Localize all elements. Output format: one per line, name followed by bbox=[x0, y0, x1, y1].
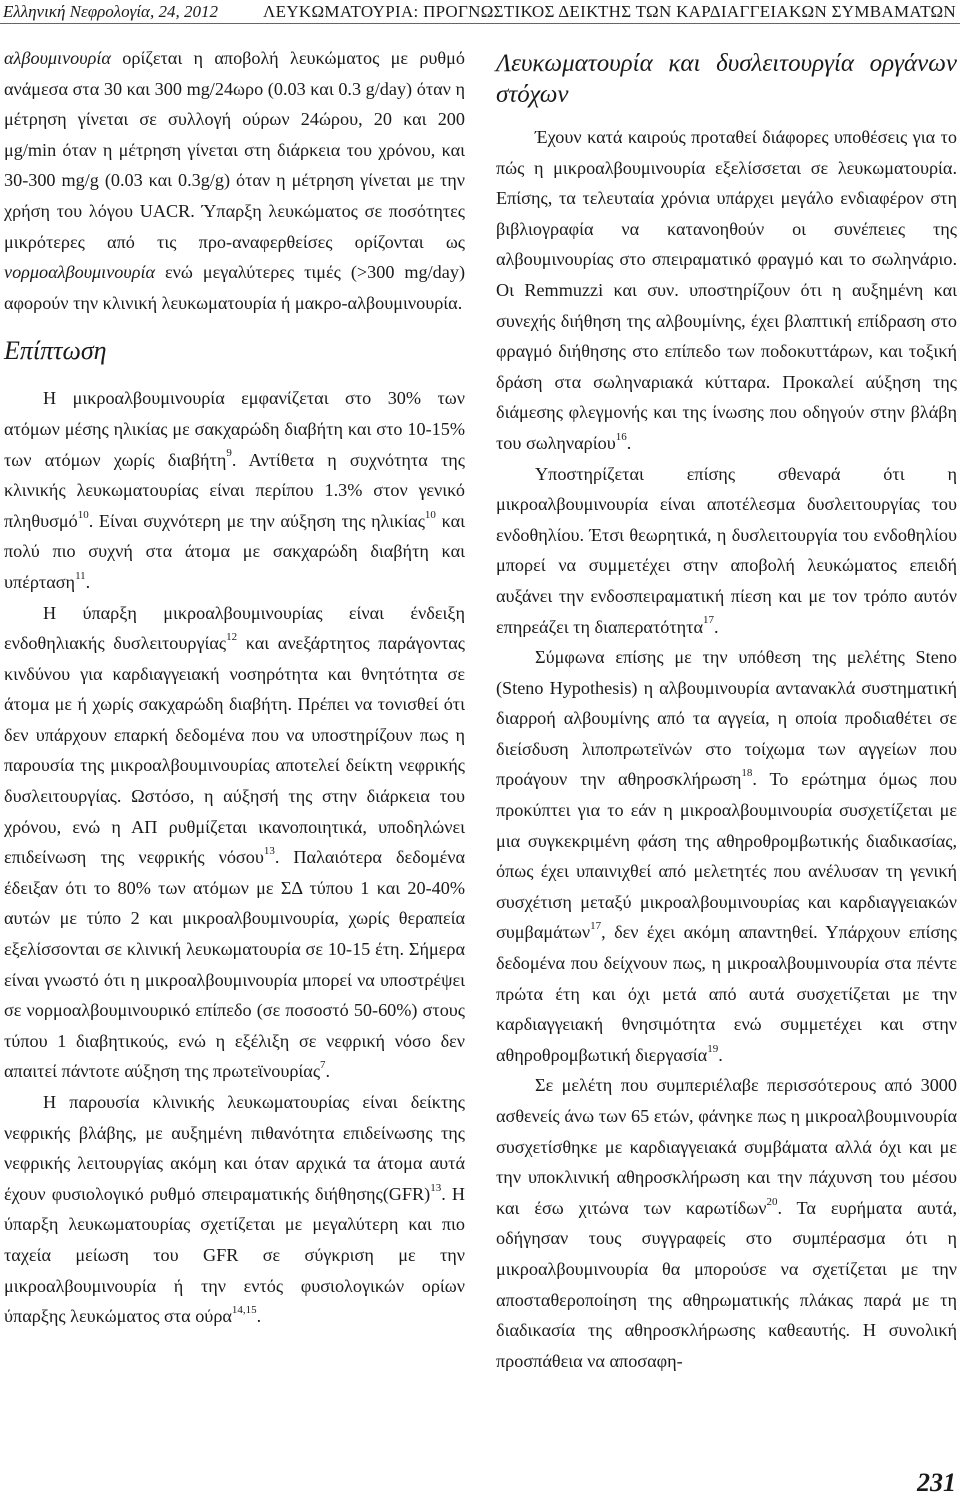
reference-marker: 10 bbox=[424, 508, 436, 521]
reference-marker: 7 bbox=[320, 1059, 326, 1072]
section-heading-incidence: Επίπτωση bbox=[4, 336, 107, 366]
reference-marker: 10 bbox=[77, 508, 89, 521]
reference-marker: 18 bbox=[741, 767, 753, 780]
reference-marker: 12 bbox=[226, 631, 238, 644]
journal-citation: Ελληνική Νεφρολογία, 24, 2012 bbox=[3, 2, 218, 21]
paragraph-hypotheses: Έχουν κατά καιρούς προταθεί διάφορες υποθέσεις για το πώς η μικροαλβουμινουρία εξελίσσεται σε λευκωματουρία. Επίσης, τα τελευταία χρόνια υπάρχει μεγάλο ενδιαφέρον στη βιβλιογραφία να κατανοηθούν οι συνέπειες της αλβουμινουρίας στο σπειραματικό φραγμό και το σωληνάριο. Οι Remmuzzi και συν. υποστηρίζουν ότι η αυξημένη και συνεχής διήθηση της αλβουμίνης, έχει βλαπτική επίδραση στο φραγμό διήθησης στο επίπεδο των ποδοκυττάρων, και τοξική δράση στα σωληναριακά κύτταρα. Προκαλεί αύξηση της διάμεσης φλεγμονής και της ίνωσης που οδηγούν στην βλάβη του σωληναρίου$^{16}$. bbox=[496, 127, 957, 453]
paragraph-proteinuria-gfr: Η παρουσία κλινικής λευκωματουρίας είναι δείκτης νεφρικής βλάβης, με αυξημένη πιθανότητα επιδείνωσης της νεφρικής λειτουργίας ακόμη και όταν αρχικά τα άτομα αυτά έχουν φυσιολογικό ρυθμό σπειραματικής διήθησης(GFR)$^{13}$. Η ύπαρξη λευκωματουρίας σχετίζεται με μεγαλύτερη και πιο ταχεία μείωση του GFR σε σύγκριση με την μικροαλβουμινουρία ή την εντός φυσιολογικών ορίων ύπαρξης λευκώματος στα ούρα$^{14,15}$. bbox=[4, 1092, 465, 1327]
reference-marker: 11 bbox=[75, 569, 86, 582]
reference-marker: 9 bbox=[226, 447, 232, 460]
paragraph-incidence: Η μικροαλβουμινουρία εμφανίζεται στο 30% των ατόμων μέσης ηλικίας με σακχαρώδη διαβήτη και στο 10-15% των ατόμων χωρίς διαβήτη$^9$. Αντίθετα η συχνότητα της κλινικής λευκωματουρίας είναι περίπου 1.3% στον γενικό πληθυσμό$^{10}$. Είναι συχνότερη με την αύξηση της ηλικίας$^{10}$ και πολύ πιο συχνή στα άτομα με σακχαρώδη διαβήτη και υπέρταση$^{11}$. bbox=[4, 388, 465, 592]
header-rule bbox=[0, 23, 960, 24]
paragraph-definition: αλβουμινουρία ορίζεται η αποβολή λευκώματος με ρυθμό ανάμεσα στα 30 και 300 mg/24ωρο (0.03 και 0.3 g/day) όταν η μέτρηση γίνεται σε συλλογή ούρων 24ώρου, 20 και 200 μg/min όταν η μέτρηση γίνεται στη διάρκεια του χρόνου, και 30-300 mg/g (0.03 και 0.3g/g) όταν η μέτρηση γίνεται με την χρήση του λόγου UACR. Ύπαρξη λευκώματος σε ποσότητες μικρότερες από τις προ-αναφερθείσες ορίζονται ως νορμοαλβουμινουρία ενώ μεγαλύτερες τιμές (>300 mg/day) αφορούν την κλινική λευκωματουρία ή μακρο-αλβουμινουρία. bbox=[4, 48, 465, 313]
paragraph-steno-hypothesis: Σύμφωνα επίσης με την υπόθεση της μελέτης Steno (Steno Hypothesis) η αλβουμινουρία αντανακλά συστηματική διαρροή αλβουμίνης από τα αγγεία, η οποία προδιαθέτει σε διείσδυση λιποπρωτεϊνών στο τοίχωμα των αγγείων που προάγουν την αθηροσκλήρωση$^{18}$. Το ερώτημα όμως που προκύπτει για το εάν η μικροαλβουμινουρία συσχετίζεται με μια συγκεκριμένη φάση της αθηροθρομβωτικής διαδικασίας, όπως έχει υπαινιχθεί από μελετητές που ανέλυσαν τη γενική συσχέτιση μεταξύ μικροαλβουμινουρίας και καρδιαγγειακών συμβαμάτων$^{17}$, δεν έχει ακόμη απαντηθεί. Υπάρχουν επίσης δεδομένα που δείχνουν πως, η μικροαλβουμινουρία στα πέντε πρώτα έτη και όχι μετά από αυτά συσχετίζεται με την καρδιαγγειακή θνησιμότητα ενώ συμμετέχει και στην αθηροθρομβωτική διεργασία$^{19}$. bbox=[496, 647, 957, 1065]
paragraph-endothelium: Υποστηρίζεται επίσης σθεναρά ότι η μικροαλβουμινουρία είναι αποτέλεσμα δυσλειτουργίας του ενδοθηλίου. Έτσι θεωρητικά, η δυσλειτουργία του ενδοθηλίου μπορεί να συμμετέχει στην αποβολή λευκώματος επειδή αυξάνει την ενδοσπειραματική πίεση και με τον τρόπο αυτόν επηρεάζει τη διαπερατότητα$^{17}$. bbox=[496, 463, 957, 637]
reference-marker: 13 bbox=[430, 1181, 442, 1194]
section-heading-target-organs: Λευκωματουρία και δυσλειτουργία οργάνων στόχων bbox=[496, 50, 957, 108]
reference-marker: 17 bbox=[703, 614, 715, 627]
reference-marker: 17 bbox=[590, 920, 602, 933]
page-number: 231 bbox=[917, 1468, 956, 1497]
term-albuminuria: αλβουμινουρία bbox=[4, 48, 111, 68]
reference-marker: 14,15 bbox=[231, 1304, 257, 1317]
running-header bbox=[0, 0, 960, 26]
reference-marker: 19 bbox=[707, 1042, 719, 1055]
reference-marker: 13 bbox=[263, 845, 275, 858]
reference-marker: 16 bbox=[615, 430, 627, 443]
term-normoalbuminuria: νορμοαλβουμινουρία bbox=[4, 262, 156, 283]
paragraph-elderly-study: Σε μελέτη που συμπεριέλαβε περισσότερους από 3000 ασθενείς άνω των 65 ετών, φάνηκε πως η μικροαλβουμινουρία συσχετίσθηκε με καρδιαγγειακά συμβάματα αλλά όχι και με την υποκλινική αθηροσκλήρωση και την πάχυνση του μέσου και έσω χιτώνα των καρωτίδων$^{20}$. Τα ευρήματα αυτά, οδήγησαν τους συγγραφείς στο συμπέρασμα ότι η μικροαλβουμινουρία θα μπορούσε να σχετίζεται με την αποσταθεροποίηση της αθηρωματικής πλάκας παρά με τη διαδικασία της αθηροσκλήρωσης καθεαυτής. Η συνολική προσπάθεια να αποσαφη- bbox=[496, 1075, 957, 1371]
running-title: ΛΕΥΚΩΜΑΤΟΥΡΙΑ: ΠΡΟΓΝΩΣΤΙΚΟΣ ΔΕΙΚΤΗΣ ΤΩΝ ΚΑΡΔΙΑΓΓΕΙΑΚΩΝ ΣΥΜΒΑΜΑΤΩΝ bbox=[263, 2, 956, 21]
left-column bbox=[4, 43, 465, 1332]
reference-marker: 20 bbox=[766, 1195, 778, 1208]
paragraph-endothelial: Η ύπαρξη μικροαλβουμινουρίας είναι ένδειξη ενδοθηλιακής δυσλειτουργίας$^{12}$ και ανεξάρτητος παράγοντας κινδύνου για καρδιαγγειακή νοσηρότητα και θνητότητα σε άτομα με ή χωρίς σακχαρώδη διαβήτη. Πρέπει να τονισθεί ότι δεν υπάρχουν επαρκή δεδομένα που να υποστηρίζουν πως η παρουσία της μικροαλβουμινουρίας αποτελεί δείκτη νεφρικής δυσλειτουργίας. Ωστόσο, η αύξησή της στην διάρκεια του χρόνου, ενώ η ΑΠ ρυθμίζεται ικανοποιητικά, υποδηλώνει επιδείνωση της νεφρικής νόσου$^{13}$. Παλαιότερα δεδομένα έδειξαν ότι το 80% των ατόμων με ΣΔ τύπου 1 και 20-40% αυτών με τύπο 2 και μικροαλβουμινουρία, χωρίς θεραπεία εξελίσσονται σε κλινική λευκωματουρία σε 10-15 έτη. Σήμερα είναι γνωστό ότι η μικροαλβουμινουρία μπορεί να υποστρέψει σε νορμοαλβουμινουρικό επίπεδο (σε ποσοστό 50-60%) στους τύπου 1 διαβητικούς, ενώ η εξέλιξη σε νεφρική νόσο δεν απαιτεί πάντοτε αύξηση της πρωτεϊνουρίας$^7$. bbox=[4, 602, 465, 1082]
right-column bbox=[496, 48, 957, 1376]
